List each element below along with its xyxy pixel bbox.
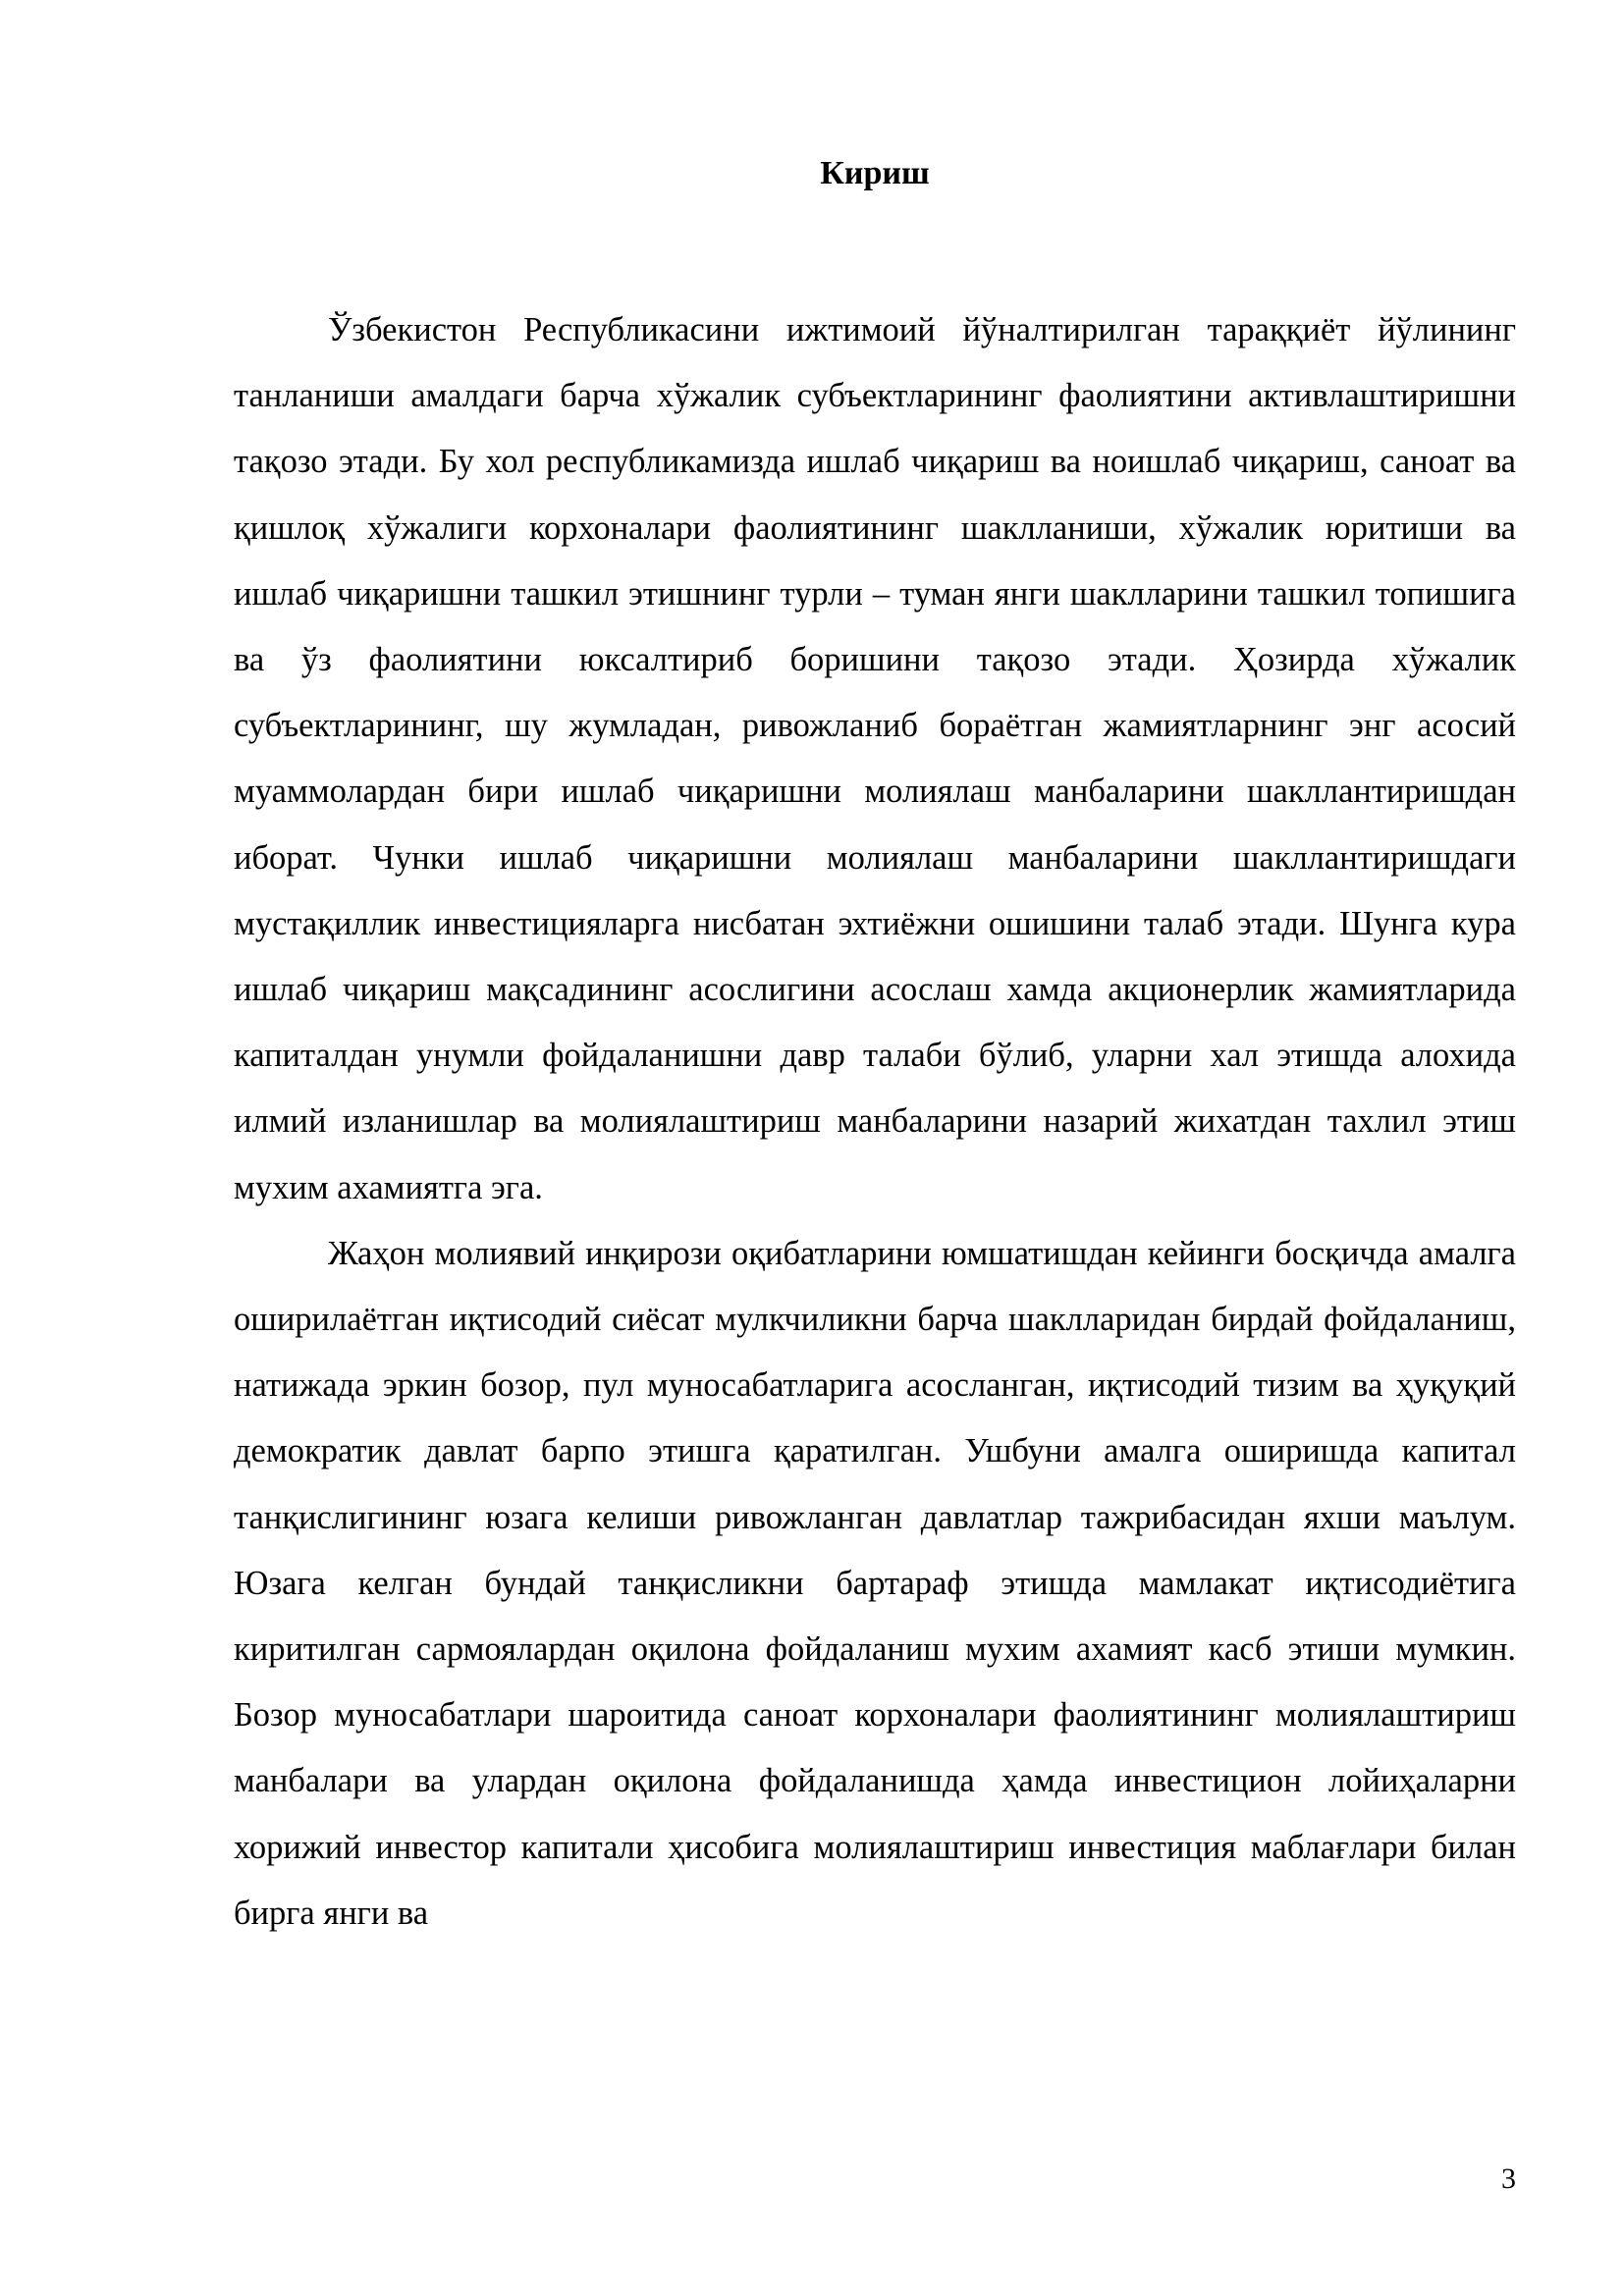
page-title: Кириш — [820, 155, 930, 191]
page-number: 3 — [1501, 2163, 1516, 2195]
page-title-container — [234, 152, 1516, 195]
body-text — [234, 297, 1516, 1947]
paragraph-2: Жаҳон молиявий инқирози оқибатларини юмшатишдан кейинги босқичда амалга оширилаётган иқтисодий сиёсат мулкчиликни барча шаклларидан бирдай фойдаланиш, натижада эркин бозор, пул муносабатларига асосланган, иқтисодий тизим ва ҳуқуқий демократик давлат барпо этишга қаратилган. Ушбуни амалга оширишда капитал танқислигининг юзага келиши ривожланган давлатлар тажрибасидан яхши маълум. Юзага келган бундай танқисликни бартараф этишда мамлакат иқтисодиётига киритилган сармоялардан оқилона фойдаланиш мухим ахамият касб этиши мумкин. Бозор муносабатлари шароитида саноат корхоналари фаолиятининг молиялаштириш манбалари ва улардан оқилона фойдаланишда ҳамда инвестицион лойиҳаларни хорижий инвестор капитали ҳисобига молиялаштириш инвестиция маблағлари билан бирга янги ва — [234, 1234, 1516, 1932]
paragraph-1: Ўзбекистон Республикасини ижтимоий йўналтирилган тараққиёт йўлининг танланиши амалдаги барча хўжалик субъектларининг фаолиятини активлаштиришни тақозо этади. Бу хол республикамизда ишлаб чиқариш ва ноишлаб чиқариш, саноат ва қишлоқ хўжалиги корхоналари фаолиятининг шаклланиши, хўжалик юритиши ва ишлаб чиқаришни ташкил этишнинг турли – туман янги шаклларини ташкил топишига ва ўз фаолиятини юксалтириб боришини тақозо этади. Ҳозирда хўжалик субъектларининг, шу жумладан, ривожланиб бораётган жамиятларнинг энг асосий муаммолардан бири ишлаб чиқаришни молиялаш манбаларини шакллантиришдан иборат. Чунки ишлаб чиқаришни молиялаш манбаларини шакллантиришдаги мустақиллик инвестицияларга нисбатан эхтиёжни ошишини талаб этади. Шунга кура ишлаб чиқариш мақсадининг асослигини асослаш хамда акционерлик жамиятларида капиталдан унумли фойдаланишни давр талаби бўлиб, уларни хал этишда алохида илмий изланишлар ва молиялаштириш манбаларини назарий жихатдан тахлил этиш мухим ахамиятга эга. — [234, 311, 1516, 1206]
